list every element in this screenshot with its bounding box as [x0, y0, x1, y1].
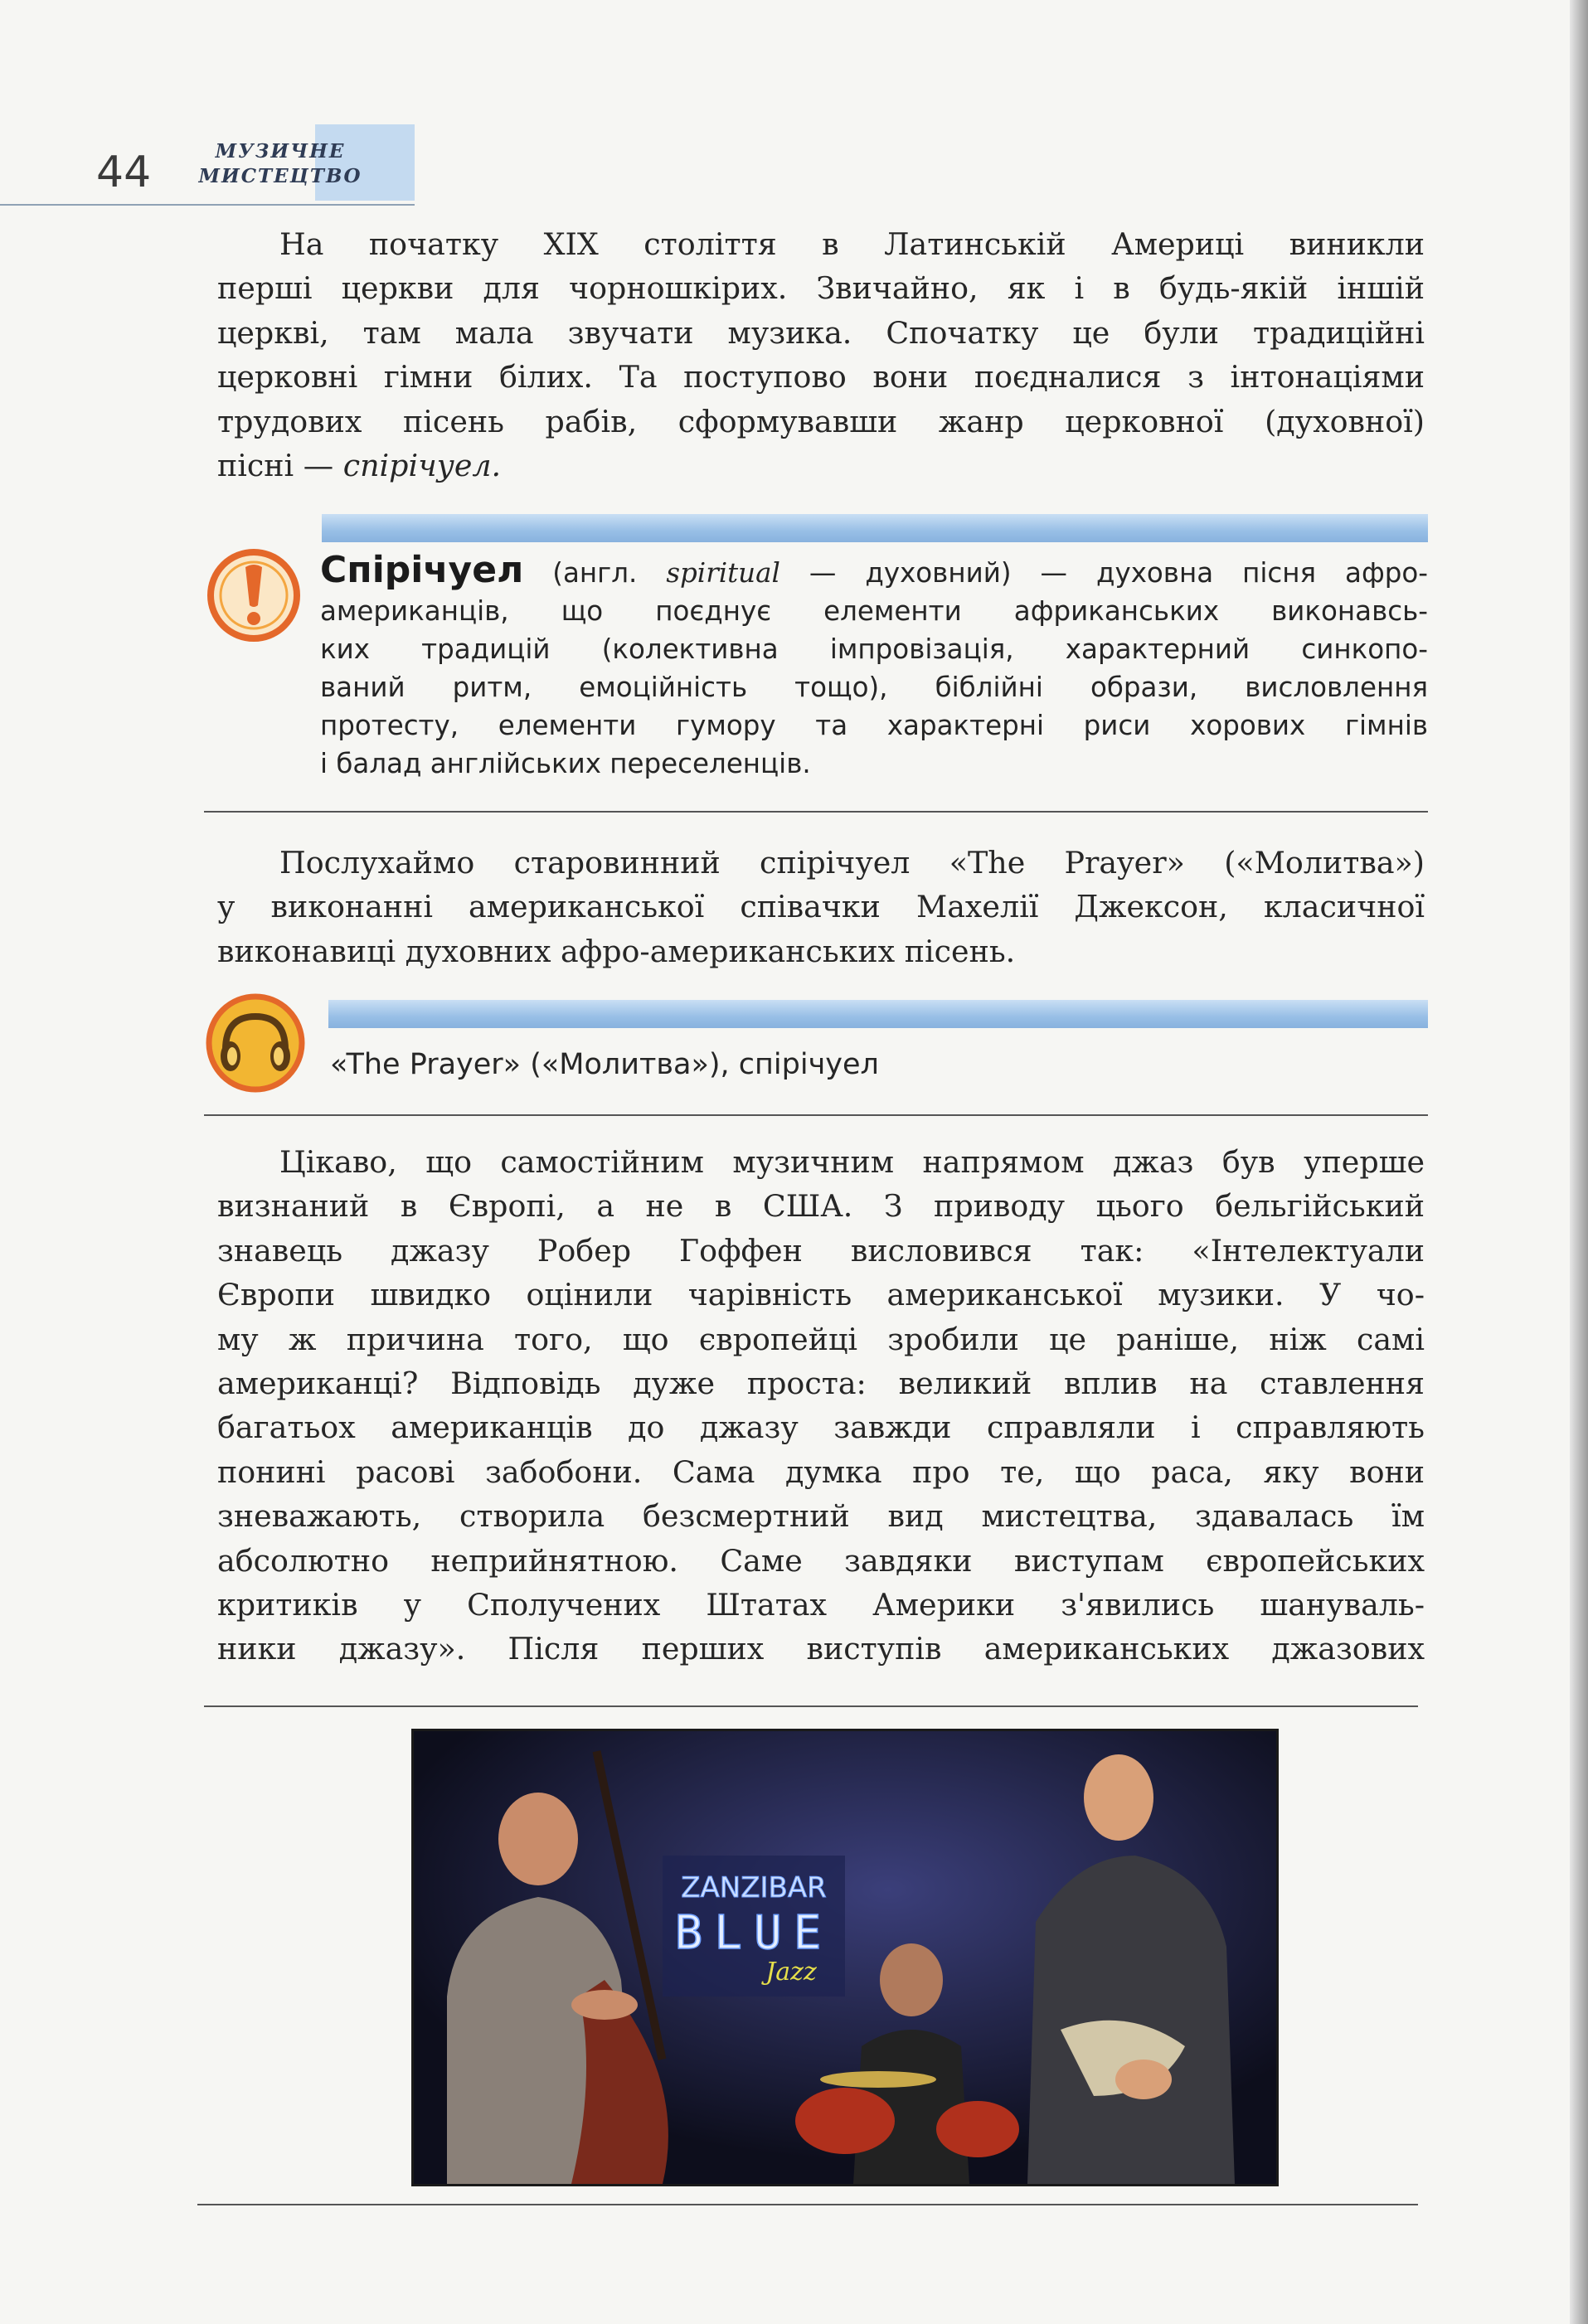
- text-line: понині расові забобони. Сама думка про те, що раса, яку вони: [217, 1453, 1425, 1490]
- sign-line1: ZANZIBAR: [681, 1871, 827, 1904]
- definition-term: Спірічуел: [320, 549, 524, 591]
- text-line: зневажають, створила безсмертний вид мистецтва, здавалась їм: [217, 1498, 1425, 1535]
- running-head-line1: МУЗИЧНЕ: [215, 140, 346, 163]
- listening-stripe: [328, 1000, 1428, 1028]
- running-head: [172, 139, 388, 189]
- text-line: багатьох американців до джазу завжди справляли і справляють: [217, 1409, 1425, 1446]
- foreign-word: spiritual: [666, 557, 780, 589]
- exclamation-icon: [206, 547, 302, 643]
- definition-line: [320, 551, 1428, 592]
- definition-line: ких традицій (колективна імпровізація, характерний синкопо-: [320, 633, 1428, 665]
- paragraph-intro: [217, 222, 1425, 488]
- divider: [204, 1114, 1428, 1116]
- sign-line2: BLUE: [674, 1906, 833, 1960]
- page-edge-shadow: [1570, 0, 1588, 2324]
- text-fragment: (англ.: [523, 557, 667, 589]
- divider: [204, 1705, 1418, 1707]
- text-line: Європи швидко оцінили чарівність американської музики. У чо-: [217, 1277, 1425, 1313]
- text-fragment: — духовний) — духовна пісня афро-: [779, 557, 1428, 589]
- text-line: му ж причина того, що європейці зробили це раніше, ніж самі: [217, 1321, 1425, 1357]
- headphones-icon: [204, 992, 307, 1094]
- text-line: виконавиці духовних афро-американських пісень.: [217, 933, 1016, 969]
- text-line: критиків у Сполучених Штатах Америки з'явились шануваль-: [217, 1587, 1425, 1623]
- text-line: знавець джазу Робер Гоффен висловився так: «Інтелектуали: [217, 1232, 1425, 1269]
- text-line: Послухаймо старовинний спірічуел «The Prayer» («Молитва»): [279, 845, 1425, 881]
- term-italic: спірічуел.: [342, 448, 502, 484]
- paragraph-listen-intro: [217, 841, 1425, 973]
- definition-line: протесту, елементи гумору та характерні риси хорових гімнів: [320, 710, 1428, 741]
- listening-title: «The Prayer» («Молитва»), спірічуел: [330, 1048, 879, 1081]
- text-line: у виконанні американської співачки Махелії Джексон, класичної: [217, 889, 1425, 925]
- definition-line: і балад англійських переселенців.: [320, 748, 811, 779]
- running-head-line2: МИСТЕЦТВО: [198, 165, 362, 187]
- text-line: ники джазу». Після перших виступів американських джазових: [217, 1631, 1425, 1667]
- header-rule: [0, 204, 415, 206]
- photo-illustration: [414, 1731, 1276, 2184]
- text-line: абсолютно неприйнятною. Саме завдяки виступам європейських: [217, 1542, 1425, 1579]
- text-line: церковні гімни білих. Та поступово вони поєдналися з інтонаціями: [217, 359, 1425, 395]
- text-line: Цікаво, що самостійним музичним напрямом джаз був уперше: [279, 1144, 1425, 1180]
- text-line: [217, 444, 1425, 488]
- definition-stripe: [322, 514, 1428, 542]
- divider: [197, 2204, 1418, 2205]
- text-line: американці? Відповідь дуже проста: великий вплив на ставлення: [217, 1366, 1425, 1402]
- definition-line: американців, що поєднує елементи африканських виконавсь-: [320, 595, 1428, 627]
- jazz-concert-photo: [411, 1729, 1279, 2186]
- text-line: церкві, там мала звучати музика. Спочатку це були традиційні: [217, 314, 1425, 351]
- definition-block: [320, 551, 1428, 783]
- paragraph-jazz-europe: [217, 1140, 1425, 1671]
- divider: [204, 811, 1428, 813]
- page-number: 44: [96, 148, 152, 197]
- sign-line3: Jazz: [765, 1958, 817, 1987]
- text-line: трудових пісень рабів, сформувавши жанр церковної (духовної): [217, 403, 1425, 439]
- text-fragment: пісні —: [217, 448, 343, 484]
- text-line: На початку XIX століття в Латинській Америці виникли: [279, 226, 1425, 262]
- text-line: перші церкви для чорношкірих. Звичайно, як і в будь-якій іншій: [217, 270, 1425, 307]
- definition-line: ваний ритм, емоційність тощо), біблійні образи, висловлення: [320, 672, 1428, 703]
- text-line: визнаний в Європі, а не в США. З приводу цього бельгійський: [217, 1188, 1425, 1225]
